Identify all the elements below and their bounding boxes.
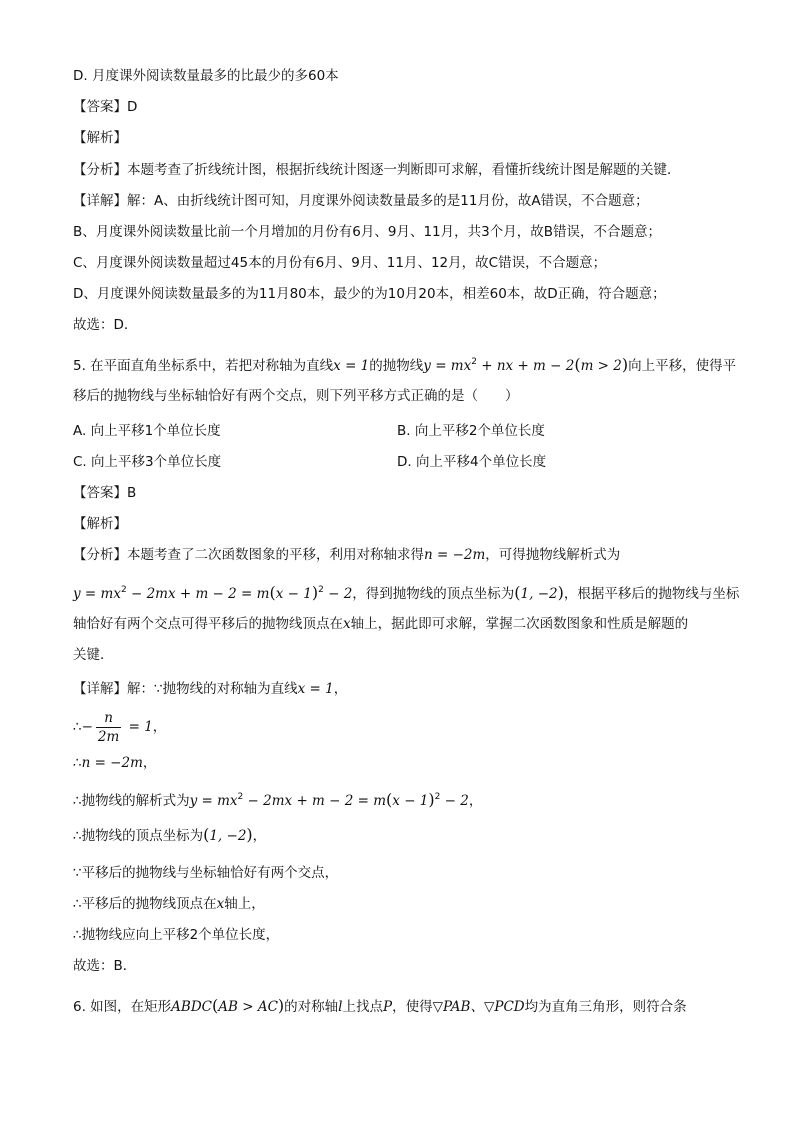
fraction: $\frac{n}{2m}$ xyxy=(97,709,120,745)
q5-analysis-line3: 轴恰好有两个交点可得平移后的抛物线顶点在x轴上，据此即可求解，掌握二次函数图象和性质是解题的 xyxy=(73,616,689,632)
q5-choose: 故选：B． xyxy=(73,958,137,974)
q5-option-a: A. 向上平移1个单位长度 xyxy=(73,423,221,439)
q5-detail-vertex-on-axis: ∴平移后的抛物线顶点在x轴上， xyxy=(73,896,265,912)
q4-answer xyxy=(73,97,137,117)
q5-detail-shift-line: ∴抛物线应向上平移2个单位长度， xyxy=(73,927,280,943)
q5-analysis-line4: 关键． xyxy=(73,647,114,663)
q5-option-b: B. 向上平移2个单位长度 xyxy=(397,423,545,439)
q5-stem-line2: 移后的抛物线与坐标轴恰好有两个交点，则下列平移方式正确的是（ ） xyxy=(73,388,519,404)
q4-option-d: D. 月度课外阅读数量最多的比最少的多60本 xyxy=(73,68,339,84)
q5-options-row1 xyxy=(73,421,545,441)
q5-detail-equation-line: ∴抛物线的解析式为$y = mx^2 - 2mx + m - 2 = m(x - 1)^2 - 2$， xyxy=(73,790,483,809)
q5-analysis-line1: 【分析】本题考查了二次函数图象的平移，利用对称轴求得n = −2m，可得抛物线解析式为 xyxy=(73,547,621,563)
q5-answer xyxy=(73,483,136,503)
q4-detail-b: B、月度课外阅读数量比前一个月增加的月份有6月、9月、11月，共3个月，故B错误，不合题意； xyxy=(73,224,661,240)
q5-jiexi-heading: 【解析】 xyxy=(73,516,127,532)
q5-detail-line1: 【详解】解：∵抛物线的对称轴为直线x = 1， xyxy=(73,681,348,697)
q5-stem-line1: 5. 在平面直角坐标系中，若把对称轴为直线x = 1的抛物线$y = mx^2$ + nx + m − 2(m > 2)向上平移，使得平 xyxy=(73,355,737,374)
q5-analysis-line2: $y = mx^2 - 2mx + m - 2 = m(x - 1)^2 - 2$，得到抛物线的顶点坐标为(1, −2)，根据平移后的抛物线与坐标 xyxy=(73,583,740,602)
q5-option-c: C. 向上平移3个单位长度 xyxy=(73,454,222,470)
q6-stem-line1: 6. 如图，在矩形ABDC(AB > AC)的对称轴l上找点P，使得▽PAB、▽PCD均为直角三角形，则符合条 xyxy=(73,996,687,1015)
q4-detail-a: 【详解】解：A、由折线统计图可知，月度课外阅读数量最多的是11月份，故A错误，不合题意； xyxy=(73,193,649,209)
answer-label: 【答案】 xyxy=(73,99,127,115)
q4-analysis: 【分析】本题考查了折线统计图，根据折线统计图逐一判断即可求解，看懂折线统计图是解题的关键． xyxy=(73,162,681,178)
answer-value: B xyxy=(127,485,137,501)
q5-detail-because-line: ∵平移后的抛物线与坐标轴恰好有两个交点， xyxy=(73,865,339,881)
q5-option-d: D. 向上平移4个单位长度 xyxy=(397,454,547,470)
q5-detail-n-line: ∴n = −2m， xyxy=(73,755,157,771)
q5-detail-vertex-line: ∴抛物线的顶点坐标为(1, −2)， xyxy=(73,825,267,844)
q4-detail-d: D、月度课外阅读数量最多的为11月80本，最少的为10月20本，相差60本，故D正确，符合题意； xyxy=(73,286,666,302)
answer-value: D xyxy=(127,99,138,115)
q4-choose: 故选：D． xyxy=(73,317,138,333)
q5-options-row2 xyxy=(73,452,547,472)
q4-jiexi-heading: 【解析】 xyxy=(73,130,127,146)
answer-label: 【答案】 xyxy=(73,485,127,501)
q4-detail-c: C、月度课外阅读数量超过45本的月份有6月、9月、11月、12月，故C错误，不合题意； xyxy=(73,255,607,271)
q5-detail-fraction-line: ∴− $\frac{n}{2m}$ = 1， xyxy=(73,709,167,745)
